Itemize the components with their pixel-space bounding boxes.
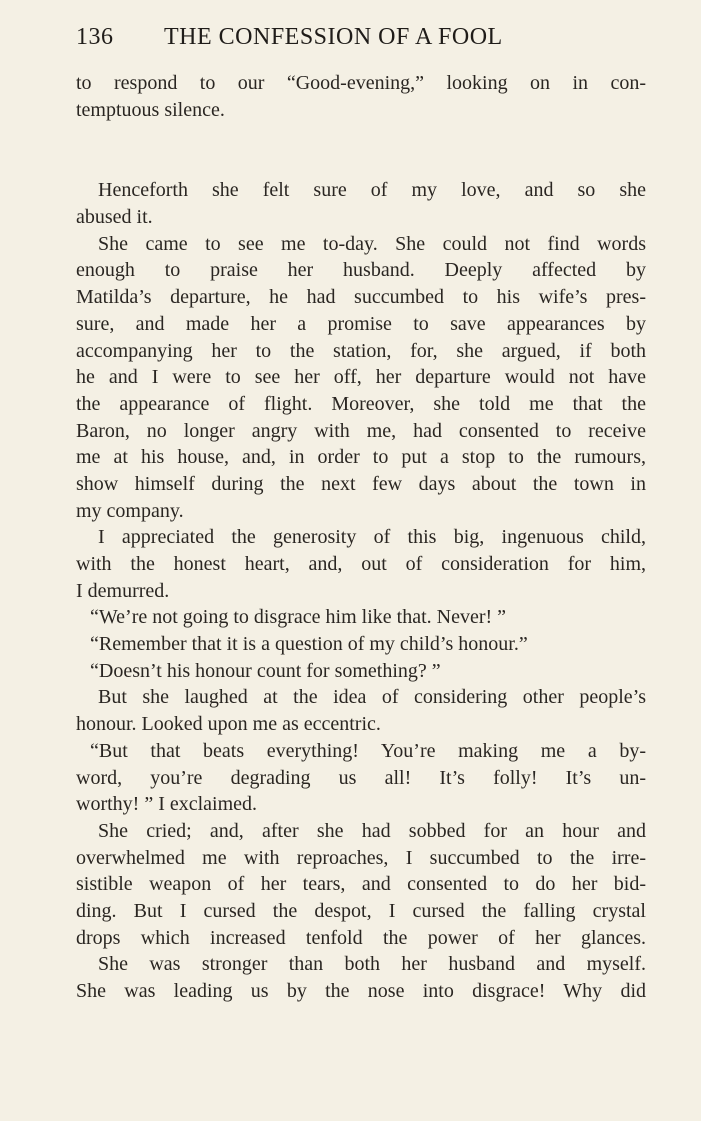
text-line: abused it. bbox=[76, 206, 153, 229]
text-line: me at his house, and, in order to put a stop to the rumours, bbox=[76, 446, 646, 469]
running-header bbox=[76, 22, 646, 58]
running-title: THE CONFESSION OF A FOOL bbox=[164, 24, 503, 50]
text-line: the appearance of flight. Moreover, she told me that the bbox=[76, 392, 646, 415]
text-line: She was leading us by the nose into disgrace! Why did bbox=[76, 980, 646, 1002]
text-line: But she laughed at the idea of considering other people’s bbox=[98, 686, 646, 709]
text-line: I demurred. bbox=[76, 579, 170, 602]
text-line: She cried; and, after she had sobbed for an hour and bbox=[98, 819, 646, 842]
text-line: my company. bbox=[76, 499, 184, 522]
text-line: Matilda’s departure, he had succumbed to his wife’s pres- bbox=[76, 286, 646, 309]
text-line: he and I were to see her off, her departure would not have bbox=[76, 366, 646, 389]
text-line: Baron, no longer angry with me, had consented to receive bbox=[76, 419, 646, 442]
text-line: overwhelmed me with reproaches, I succumbed to the irre- bbox=[76, 846, 646, 869]
text-line: Henceforth she felt sure of my love, and so she bbox=[98, 179, 646, 202]
text-line: She was stronger than both her husband and myself. bbox=[98, 953, 646, 976]
text-line: “But that beats everything! You’re making me a by- bbox=[90, 739, 646, 762]
text-line: worthy! ” I exclaimed. bbox=[76, 793, 258, 816]
text-line: drops which increased tenfold the power of her glances. bbox=[76, 926, 646, 949]
text-line: with the honest heart, and, out of consideration for him, bbox=[76, 553, 646, 575]
text-line: temptuous silence. bbox=[76, 98, 225, 121]
text-line: honour. Looked upon me as eccentric. bbox=[76, 713, 381, 736]
text-line: accompanying her to the station, for, she argued, if both bbox=[76, 339, 646, 362]
text-line: I appreciated the generosity of this big, ingenuous child, bbox=[98, 526, 646, 549]
text-line: ding. But I cursed the despot, I cursed the falling crystal bbox=[76, 899, 646, 922]
text-line: sure, and made her a promise to save appearances by bbox=[76, 312, 646, 335]
section-break bbox=[76, 123, 646, 177]
text-line: She came to see me to-day. She could not find words bbox=[98, 232, 646, 255]
body-text bbox=[76, 70, 646, 1005]
page-number: 136 bbox=[76, 24, 114, 50]
text-line: to respond to our “Good-evening,” looking on in con- bbox=[76, 72, 646, 94]
text-line: sistible weapon of her tears, and consented to do her bid- bbox=[76, 873, 646, 896]
text-line: word, you’re degrading us all! It’s folly! It’s un- bbox=[76, 766, 646, 789]
text-line: “Remember that it is a question of my child’s honour.” bbox=[90, 633, 528, 656]
text-line: “Doesn’t his honour count for something? ” bbox=[90, 659, 441, 682]
text-line: “We’re not going to disgrace him like that. Never! ” bbox=[90, 606, 507, 629]
text-line: show himself during the next few days about the town in bbox=[76, 472, 646, 495]
text-line: enough to praise her husband. Deeply affected by bbox=[76, 259, 646, 282]
